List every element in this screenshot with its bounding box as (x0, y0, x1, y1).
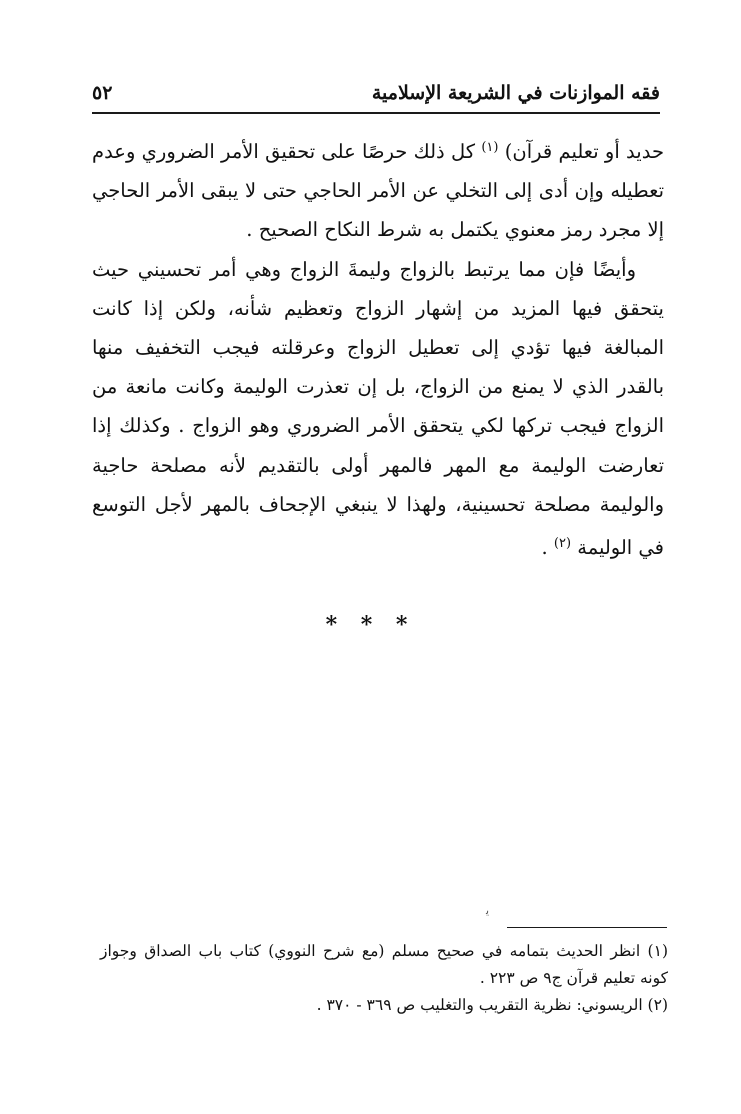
section-separator: * * * (325, 612, 416, 638)
running-header (92, 78, 660, 114)
footnote-1: (١) انظر الحديث بتمامه في صحيح مسلم (مع شرح النووي) كتاب باب الصداق وجواز كونه تعليم قرآن ج٩ ص ٢٢٣ . (100, 942, 668, 987)
paragraph-2-end: . (541, 536, 548, 560)
page-number: ٥٢ (92, 82, 113, 104)
stray-mark: ﯾ (486, 904, 490, 917)
paragraph-2 (92, 250, 664, 568)
main-text (92, 128, 664, 567)
paragraph-1-rest: كل ذلك حرصًا على تحقيق الأمر الضروري وعدم تعطيله وإن أدى إلى التخلي عن الأمر الحاجي حتى لا يبقى الأمر الحاجي إلا مجرد رمز معنوي يكتمل به شرط النكاح الصحيح . (92, 140, 664, 242)
paragraph-2-text: وأيضًا فإن مما يرتبط بالزواج وليمةَ الزواج وهي أمر تحسيني حيث يتحقق فيها المزيد من إشهار الزواج وتعظيم شأنه، ولكن إذا كانت المبالغة فيها تؤدي إلى تعطيل الزواج وعرقلته فيجب التخفيف منها بالقدر الذي لا يمنع من الزواج، بل إن تعذرت الوليمة وكانت مانعة من الزواج فيجب تركها لكي يتحقق الأمر الضروري وهو الزواج . وكذلك إذا تعارضت الوليمة مع المهر فالمهر أولى بالتقديم لأنه مصلحة حاجية والوليمة مصلحة تحسينية، ولهذا لا ينبغي الإجحاف بالمهر لأجل التوسع في الوليمة (92, 257, 664, 560)
book-title: فقه الموازنات في الشريعة الإسلامية (371, 82, 660, 104)
footnote-ref-2: (٢) (553, 536, 572, 552)
footnotes (100, 938, 668, 1019)
footnote-ref-1: (١) (481, 140, 499, 155)
paragraph-1 (92, 128, 664, 250)
footnote-divider (507, 927, 667, 928)
paragraph-1-start: حديد أو تعليم قرآن) (504, 140, 664, 163)
footnote-2: (٢) الريسوني: نظرية التقريب والتغليب ص ٣٦٩ - ٣٧٠ . (316, 996, 668, 1014)
